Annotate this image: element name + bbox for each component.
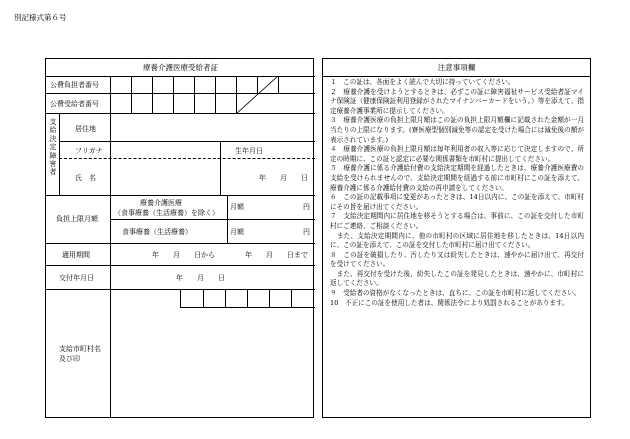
medical-care-monthly-label: 月額 [230,203,244,211]
period-from: 年 月 日から [152,251,215,259]
note-item: ５ 療養介護に係る介護給付費の支給決定期間を経過したときは、療養介護医療費の支給を受けられませんので、支給決定期間を経過する前に市町村にこの証を添えて、療養介護に係る介護給付費の支給の再申請をしてください。 [330,164,584,192]
issued-label: 交付年月日 [59,274,94,282]
note-item: ７ 支給決定期間内に居住地を移そうとする場合は、事前に、この証を交付した市町村にご連絡、ご相談ください。 [330,212,584,230]
limit-section [46,196,315,244]
note-item: 10 不正にこの証を使用した者は、関係法令により処罰されることがあります。 [330,298,569,307]
name-field[interactable] [110,159,220,196]
meal-monthly-label: 月額 [230,228,244,236]
note-item: また、再交付を受けた後、紛失したこの証を発見したときは、速やかに、市町村に返してください。 [330,269,584,288]
period-label: 適用期間 [62,251,90,259]
issued-date: 年 月 日 [176,274,225,282]
furigana-field[interactable] [110,142,220,159]
note-item: １ この証は、各面をよく読んで大切に持っていてください。 [330,78,515,86]
birth-label: 生年月日 [235,147,263,155]
medical-care-amount-field[interactable] [246,196,301,219]
medical-care-yen: 円 [303,203,310,211]
note-item: ６ この証の記載事項に変更があったときは、14日以内に、この証を添えて、市町村にその旨を届け出てください。 [330,193,584,211]
municipality-field[interactable] [110,308,315,417]
note-item: ９ 受給者の資格がなくなったときは、直ちに、この証を市町村に返してください。 [330,289,581,298]
note-item: ４ 療養介護医療の負担上限月額は毎年利用者の収入等に応じて決定しますので、所定の時期に、この証と認定に必要な関係書類を市町村に提出してください。 [330,145,584,163]
municipality-seal-label: 及び印 [59,355,80,363]
note-item: ８ この証を破損したり、汚したり又は紛失したときは、速やかに届け出て、再交付を受けてください。 [330,250,584,269]
period-row [46,244,315,266]
period-to: 年 月 日まで [245,251,308,259]
notes-list [323,77,590,308]
decided-person-section [46,114,315,196]
municipality-label: 支給市町村名 [59,345,101,353]
medical-care-label: 療養介護医療 [140,199,182,207]
form-number-label: 別記様式第６号 [14,13,67,22]
decided-section-label: 支給決定障害者 [49,118,57,177]
municipality-section [46,290,315,417]
meal-yen: 円 [303,228,310,236]
municipality-number-boxes[interactable] [180,290,315,308]
issued-date-field[interactable] [110,266,315,290]
limit-label: 負担上限月額 [56,215,98,223]
furigana-label: フリガナ [75,147,103,155]
notes-panel [322,58,591,418]
note-item: ２ 療養介護を受けようとするときは、必ずこの証に障害福祉サービス受給者証マイナ保険証（健康保険証利用登録がされたマイナンバーカードをいう。）等を添えて、指定療養介護事業所に提示してください。 [330,87,584,115]
payer-number-label: 公費負担者番号 [50,81,99,89]
note-item: また、支給決定期間内に、他の市町村の区域に居住地を移したときは、14日以内に、この証を添えて、この証を交付した市町村に届け出てください。 [330,231,584,250]
notes-title: 注意事項欄 [323,59,590,77]
period-field[interactable] [110,244,315,266]
certificate-title: 療養介護医療受給者証 [46,59,315,77]
address-label: 居住地 [75,125,96,133]
recipient-number-label: 公費受給者番号 [50,100,99,108]
address-field[interactable] [110,114,315,142]
birth-date-value: 年 月 日 [259,174,308,182]
certificate-panel [45,58,314,418]
meal-label: 食事療養（生活療養） [122,228,192,236]
medical-care-sub: （食事療養（生活療養）を除く） [114,209,219,217]
meal-amount-field[interactable] [246,220,301,243]
name-label: 氏 名 [75,174,96,182]
note-item: ３ 療養介護医療の負担上限月額はこの証の負担上限月額欄に記載された金額が一月当たりの上限になります。(寮医療型個別減免等の認定を受けた場合には減免後の額が表示されています。) [330,116,584,144]
number-field-slashes [236,76,315,114]
issued-row [46,266,315,290]
